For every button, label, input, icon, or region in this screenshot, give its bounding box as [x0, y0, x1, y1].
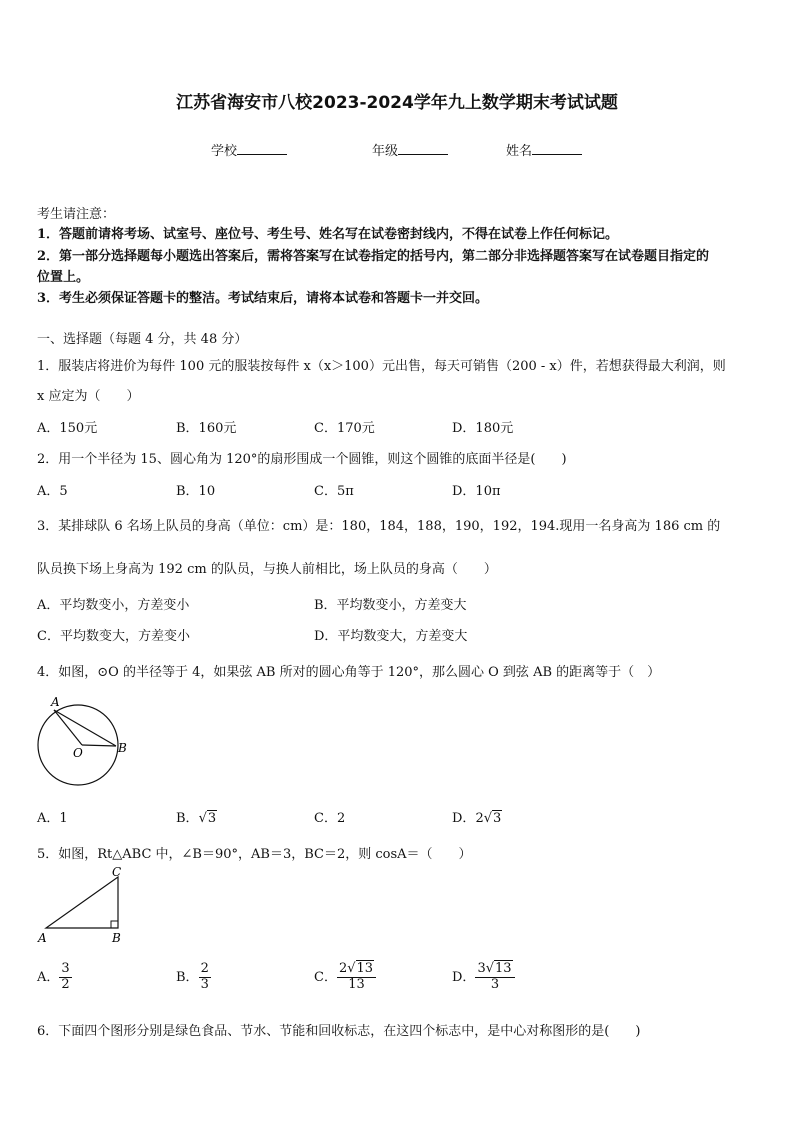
option-prefix: D． — [452, 969, 476, 985]
q4-text: 4．如图，⊙O 的半径等于 4，如果弦 AB 所对的圆心角等于 120°，那么圆心 O 到弦 AB 的距离等于（ ） — [37, 665, 661, 680]
section-heading: 一、选择题（每题 4 分，共 48 分） — [37, 332, 248, 347]
q3-option-d: D．平均数变大，方差变大 — [314, 629, 468, 644]
school-label: 学校 — [211, 144, 238, 159]
q3-text: 3．某排球队 6 名场上队员的身高（单位：cm）是：180，184，188，190，192，194.现用一名身高为 186 cm 的 — [37, 519, 721, 534]
coef: 3 — [477, 961, 486, 976]
q4-option-c — [314, 807, 345, 826]
triangle-abc — [46, 877, 118, 928]
q5-option-c — [314, 962, 376, 993]
numerator: 2 — [200, 961, 209, 976]
grade-label: 年级 — [372, 144, 399, 159]
notice-heading: 考生请注意： — [37, 207, 116, 222]
radicand: 13 — [495, 961, 512, 976]
fraction — [199, 962, 211, 993]
grade-field — [372, 140, 448, 159]
point-o-label: O — [73, 746, 83, 760]
school-blank — [237, 142, 287, 155]
q5-option-b — [176, 962, 211, 993]
point-b-label: B — [112, 931, 121, 945]
option-radicand: 3 — [207, 811, 217, 826]
q2-option-b: B．10 — [176, 484, 216, 499]
radius-ob — [82, 745, 116, 746]
circle-figure — [30, 693, 140, 793]
option-prefix: A． — [37, 811, 60, 826]
fraction — [475, 962, 514, 993]
option-prefix: C． — [314, 811, 337, 826]
q5-text: 5．如图，Rt△ABC 中，∠B＝90°，AB＝3，BC＝2，则 cosA＝（ ） — [37, 847, 472, 862]
right-angle-mark — [111, 921, 118, 928]
option-value: 1 — [59, 811, 68, 826]
radius-oa — [54, 710, 82, 745]
notice-item: 3．考生必须保证答题卡的整洁。考试结束后，请将本试卷和答题卡一并交回。 — [37, 291, 489, 306]
notice-item: 1．答题前请将考场、试室号、座位号、考生号、姓名写在试卷密封线内，不得在试卷上作任何标记。 — [37, 227, 619, 242]
q1-text-cont: x 应定为（ ） — [37, 389, 140, 404]
q6-text: 6．下面四个图形分别是绿色食品、节水、节能和回收标志，在这四个标志中，是中心对称图形的是( ) — [37, 1024, 641, 1039]
radicand: 13 — [356, 961, 374, 976]
name-blank — [532, 142, 582, 155]
q3-option-a: A．平均数变小，方差变小 — [37, 598, 190, 613]
grade-blank — [398, 142, 448, 155]
q2-option-a: A．5 — [37, 484, 68, 499]
q4-option-a — [37, 807, 68, 826]
q1-option-a: A．150元 — [37, 421, 98, 436]
option-radicand: 3 — [493, 811, 502, 826]
option-prefix: B． — [176, 969, 199, 985]
q2-text: 2．用一个半径为 15、圆心角为 120°的扇形围成一个圆锥，则这个圆锥的底面半径是( ) — [37, 452, 567, 467]
notice-item: 2．第一部分选择题每小题选出答案后，需将答案写在试卷指定的括号内，第二部分非选择题答案写在试卷题目指定的 — [37, 249, 710, 264]
denominator: 2 — [61, 976, 70, 992]
q4-option-b: B．√3 — [176, 811, 217, 826]
notice-item: 位置上。 — [37, 270, 90, 285]
option-prefix: D． — [452, 811, 476, 826]
q1-option-b: B．160元 — [176, 421, 237, 436]
option-prefix: C． — [314, 969, 337, 985]
fraction — [337, 962, 376, 993]
option-prefix: A． — [37, 969, 60, 985]
numerator: 2√13 — [337, 962, 376, 978]
q3-text-cont: 队员换下场上身高为 192 cm 的队员，与换人前相比，场上队员的身高（ ） — [37, 562, 497, 577]
q5-option-d — [452, 962, 515, 993]
denominator: 3 — [200, 976, 209, 992]
numerator: 3 — [61, 961, 70, 976]
option-coef: 2 — [475, 811, 484, 826]
option-prefix: B． — [176, 811, 199, 826]
point-b-label: B — [118, 741, 127, 755]
q5-option-a — [37, 962, 72, 993]
q3-option-b: B．平均数变小，方差变大 — [314, 598, 467, 613]
denominator: 13 — [348, 976, 365, 992]
name-label: 姓名 — [506, 144, 533, 159]
chord-ab — [54, 710, 116, 746]
q3-option-c: C．平均数变大，方差变小 — [37, 629, 190, 644]
fraction — [59, 962, 71, 993]
denominator: 3 — [490, 976, 500, 992]
circle-outline — [38, 705, 118, 785]
q2-option-d: D．10π — [452, 484, 501, 499]
q4-option-d: D．2√3 — [452, 811, 502, 826]
school-field — [211, 140, 287, 159]
q1-text: 1．服装店将进价为每件 100 元的服装按每件 x（x＞100）元出售，每天可销售（200 - x）件，若想获得最大利润，则 — [37, 359, 726, 374]
point-a-label: A — [38, 931, 47, 945]
point-a-label: A — [51, 695, 60, 709]
point-c-label: C — [112, 865, 122, 879]
numerator: 3√13 — [475, 962, 514, 978]
name-field — [506, 140, 582, 159]
q1-option-c: C．170元 — [314, 421, 375, 436]
coef: 2 — [338, 961, 348, 976]
exam-title: 江苏省海安市八校2023-2024学年九上数学期末考试试题 — [176, 93, 618, 113]
option-value: 2 — [336, 811, 346, 826]
q2-option-c: C．5π — [314, 484, 354, 499]
q1-option-d: D．180元 — [452, 421, 514, 436]
triangle-figure — [34, 864, 134, 946]
